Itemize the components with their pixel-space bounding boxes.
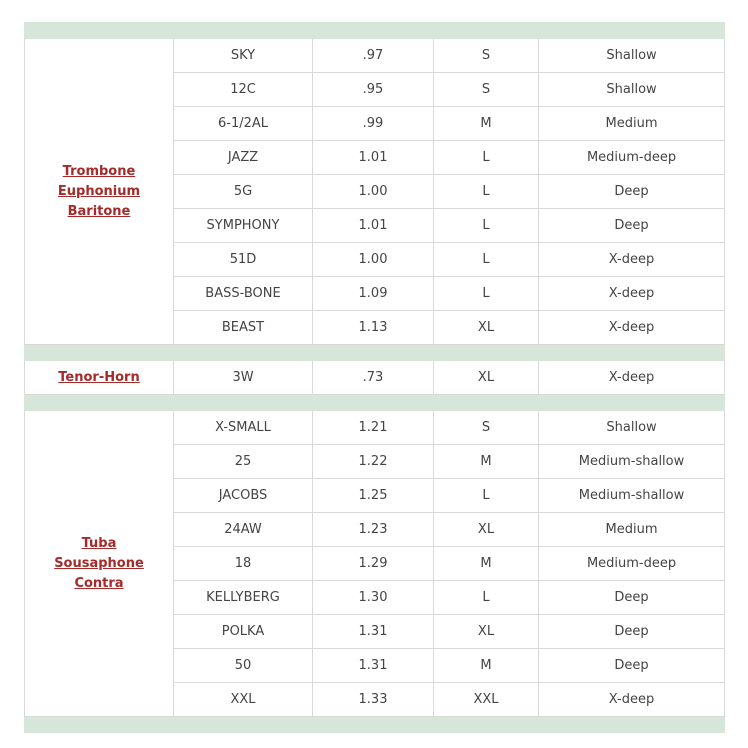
separator-cell [25,345,725,361]
mouthpiece-table-container [24,22,724,733]
depth-cell: Deep [539,581,725,615]
depth-cell: X-deep [539,683,725,717]
rim-cell: XL [434,513,539,547]
size-cell: 1.00 [313,243,434,277]
depth-cell: X-deep [539,311,725,345]
model-cell: KELLYBERG [174,581,313,615]
instrument-link[interactable]: Sousaphone [54,555,144,571]
size-cell: 1.29 [313,547,434,581]
size-cell: 1.31 [313,649,434,683]
size-cell: 1.13 [313,311,434,345]
instrument-group-cell [25,39,174,345]
size-cell: 1.01 [313,209,434,243]
rim-cell: L [434,581,539,615]
rim-cell: L [434,243,539,277]
depth-cell: X-deep [539,361,725,395]
model-cell: POLKA [174,615,313,649]
model-cell: 50 [174,649,313,683]
model-cell: 12C [174,73,313,107]
instrument-group-cell [25,361,174,395]
depth-cell: Medium-shallow [539,445,725,479]
mouthpiece-table-body [25,23,725,733]
mouthpiece-table [24,22,725,733]
depth-cell: Deep [539,649,725,683]
model-cell: JAZZ [174,141,313,175]
depth-cell: X-deep [539,243,725,277]
model-cell: 25 [174,445,313,479]
depth-cell: Deep [539,175,725,209]
instrument-link[interactable]: Euphonium [57,183,141,199]
instrument-link[interactable]: Tuba [81,535,117,551]
model-cell: 3W [174,361,313,395]
instrument-link[interactable]: Trombone [62,163,136,179]
depth-cell: Medium-deep [539,141,725,175]
depth-cell: Shallow [539,411,725,445]
depth-cell: X-deep [539,277,725,311]
model-cell: 5G [174,175,313,209]
size-cell: 1.00 [313,175,434,209]
model-cell: JACOBS [174,479,313,513]
model-cell: BASS-BONE [174,277,313,311]
size-cell: 1.09 [313,277,434,311]
rim-cell: M [434,445,539,479]
rim-cell: L [434,141,539,175]
depth-cell: Medium-shallow [539,479,725,513]
size-cell: 1.01 [313,141,434,175]
separator-row [25,717,725,733]
model-cell: BEAST [174,311,313,345]
rim-cell: XL [434,361,539,395]
depth-cell: Medium-deep [539,547,725,581]
depth-cell: Shallow [539,73,725,107]
rim-cell: XL [434,615,539,649]
rim-cell: M [434,107,539,141]
rim-cell: L [434,479,539,513]
instrument-link[interactable]: Contra [74,575,124,591]
depth-cell: Deep [539,209,725,243]
model-cell: X-SMALL [174,411,313,445]
model-cell: XXL [174,683,313,717]
separator-row [25,395,725,411]
table-row [25,361,725,395]
size-cell: 1.22 [313,445,434,479]
table-row [25,39,725,73]
size-cell: 1.30 [313,581,434,615]
rim-cell: L [434,209,539,243]
model-cell: SKY [174,39,313,73]
instrument-link[interactable]: Baritone [67,203,131,219]
depth-cell: Medium [539,513,725,547]
separator-row [25,23,725,39]
model-cell: 51D [174,243,313,277]
rim-cell: L [434,175,539,209]
depth-cell: Medium [539,107,725,141]
model-cell: SYMPHONY [174,209,313,243]
size-cell: .97 [313,39,434,73]
separator-cell [25,395,725,411]
table-row [25,411,725,445]
rim-cell: L [434,277,539,311]
size-cell: 1.31 [313,615,434,649]
size-cell: .95 [313,73,434,107]
separator-cell [25,23,725,39]
size-cell: .99 [313,107,434,141]
rim-cell: S [434,39,539,73]
rim-cell: M [434,649,539,683]
size-cell: 1.23 [313,513,434,547]
size-cell: .73 [313,361,434,395]
rim-cell: XL [434,311,539,345]
model-cell: 6-1/2AL [174,107,313,141]
rim-cell: M [434,547,539,581]
rim-cell: XXL [434,683,539,717]
depth-cell: Shallow [539,39,725,73]
size-cell: 1.21 [313,411,434,445]
separator-cell [25,717,725,733]
size-cell: 1.25 [313,479,434,513]
model-cell: 18 [174,547,313,581]
size-cell: 1.33 [313,683,434,717]
instrument-group-cell [25,411,174,717]
instrument-link[interactable]: Tenor-Horn [58,369,140,385]
depth-cell: Deep [539,615,725,649]
rim-cell: S [434,73,539,107]
model-cell: 24AW [174,513,313,547]
rim-cell: S [434,411,539,445]
separator-row [25,345,725,361]
